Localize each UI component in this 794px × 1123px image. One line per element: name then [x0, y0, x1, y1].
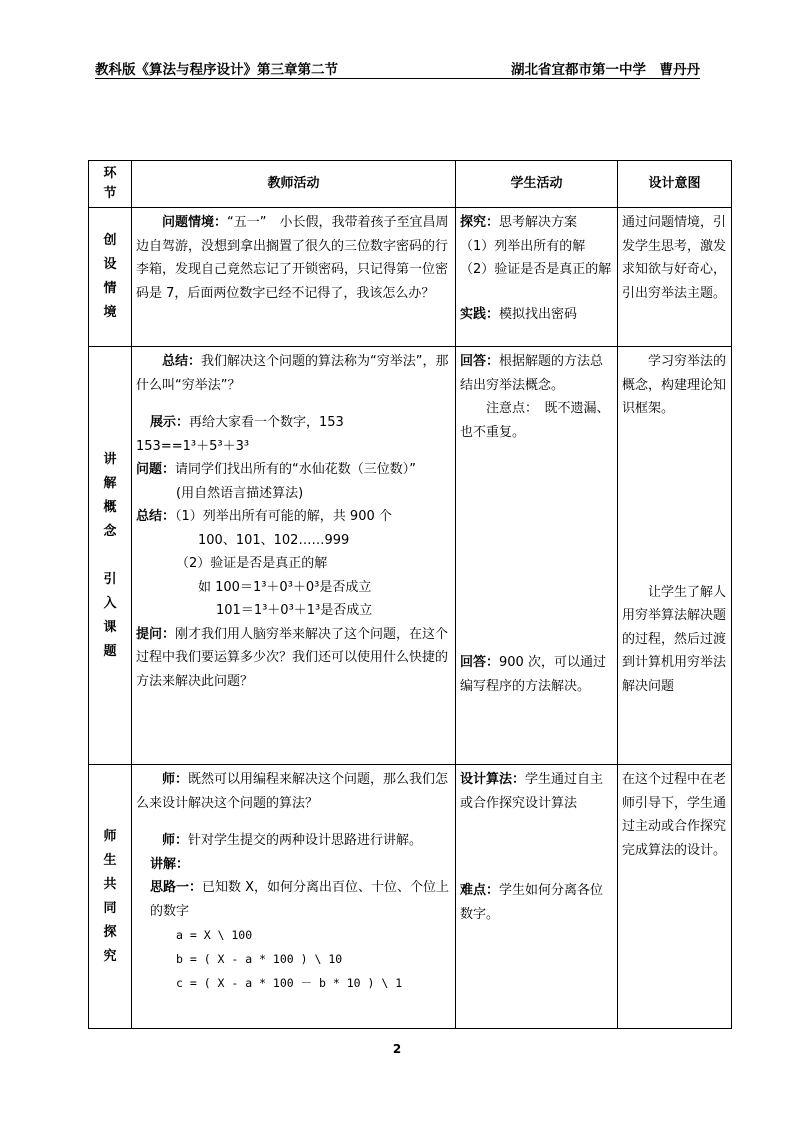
section-char: 师 [103, 828, 117, 844]
section-label [89, 765, 132, 1029]
table-row [89, 347, 732, 765]
example-101: 101＝1³＋0³＋1³是否成立 [216, 603, 373, 618]
teacher-2-text: 针对学生提交的两种设计思路进行讲解。 [188, 833, 423, 848]
show-text: 再给大家看一个数字，153 [189, 415, 344, 430]
code-line-c: c = ( X - a * 100 － b * 10 ) \ 1 [176, 976, 403, 990]
student-activity [456, 208, 618, 347]
teacher-activity [132, 347, 456, 765]
design-intent [618, 347, 732, 765]
section-char: 生 [103, 852, 117, 868]
label-answer-2: 回答： [460, 655, 500, 670]
range-text: 100、101、102……999 [198, 532, 350, 548]
section-char: 入 [103, 595, 117, 611]
answer-2-text: 900 次，可以通过编写程序的方法解决。 [460, 655, 606, 694]
section-label [89, 208, 132, 347]
design-intent: 通过问题情境，引发学生思考，激发求知欲与好奇心，引出穷举法主题。 [618, 208, 732, 347]
label-difficulty: 难点： [460, 883, 500, 898]
natural-language-note: (用自然语言描述算法) [176, 485, 304, 501]
section-char: 课 [103, 619, 117, 635]
label-teacher-1: 师： [162, 772, 189, 787]
section-char: 同 [103, 900, 117, 916]
col-header-teacher: 教师活动 [132, 161, 456, 208]
section-char: 创 [103, 233, 117, 248]
code-line-b: b = ( X - a * 100 ) \ 10 [176, 952, 343, 966]
label-summary: 总结： [162, 354, 202, 369]
label-problem: 问题情境： [162, 215, 228, 230]
intent-transition: 让学生了解人用穷举算法解决题的过程，然后过渡到计算机用穷举法解决问题 [622, 584, 727, 694]
table-row [89, 765, 732, 1029]
student-activity [456, 765, 618, 1029]
section-spacer [89, 544, 131, 568]
header-author: 湖北省宜都市第一中学 曹丹丹 [511, 62, 700, 78]
label-teacher-2: 师： [162, 833, 189, 848]
design-intent: 在这个过程中在老师引导下，学生通过主动或合作探究完成算法的设计。 [618, 765, 732, 1029]
label-design: 设计算法： [460, 772, 526, 787]
section-char: 讲 [103, 451, 117, 467]
explore-step-2: （2）验证是否是真正的解 [460, 262, 612, 277]
summary-text: 我们解决这个问题的算法称为“穷举法”，那什么叫“穷举法”？ [136, 354, 449, 393]
section-char: 念 [103, 523, 117, 539]
section-char: 共 [103, 876, 117, 892]
difficulty-text: 学生如何分离各位数字。 [460, 883, 604, 922]
teacher-activity [132, 208, 456, 347]
table-row [89, 208, 732, 347]
note-text: 注意点： 既不遗漏、也不重复。 [460, 401, 610, 440]
label-idea-1: 思路一： [150, 880, 203, 895]
page-header [95, 58, 700, 79]
section-char: 究 [103, 948, 117, 964]
header-title: 教科版《算法与程序设计》第三章第二节 [95, 62, 338, 78]
question-text: 请同学们找出所有的“水仙花数（三位数）” [175, 462, 416, 477]
step-2-text: （2）验证是否是真正的解 [176, 556, 328, 571]
label-explain: 讲解： [150, 856, 190, 872]
label-ask: 提问： [136, 626, 176, 642]
example-100: 如 100＝1³＋0³＋0³是否成立 [198, 579, 372, 595]
table-header-row [89, 161, 732, 208]
section-char: 境 [103, 305, 117, 320]
section-char: 题 [103, 643, 117, 659]
label-answer: 回答： [460, 354, 500, 369]
section-char: 设 [103, 257, 117, 272]
practice-text: 模拟找出密码 [499, 306, 578, 322]
section-char: 解 [103, 475, 117, 491]
design-text: 学生通过自主或合作探究设计算法 [460, 772, 604, 811]
section-label [89, 347, 132, 765]
col-header-intent: 设计意图 [618, 161, 732, 208]
problem-text: “五一” 小长假，我带着孩子至宜昌周边自驾游，没想到拿出搁置了很久的三位数字密码的行李箱，发现自己竟然忘记了开锁密码，只记得第一位密码是 7，后面两位数字已经不记得了，我该怎么办？ [136, 215, 449, 301]
idea-1-text: 已知数 X，如何分离出百位、十位、个位上的数字 [150, 880, 450, 919]
label-practice: 实践： [460, 306, 500, 322]
teacher-activity [132, 765, 456, 1029]
section-char: 探 [103, 924, 117, 940]
col-header-student: 学生活动 [456, 161, 618, 208]
section-char: 概 [103, 499, 117, 515]
label-summary-2: 总结： [136, 509, 176, 524]
ask-text: 刚才我们用人脑穷举来解决了这个问题，在这个过程中我们要运算多少次？我们还可以使用什么快捷的方法来解决此问题？ [136, 626, 449, 689]
explore-text: 思考解决方案 [499, 215, 578, 230]
intent-concept: 学习穷举法的概念，构建理论知识框架。 [622, 354, 727, 416]
label-question: 问题： [136, 462, 176, 477]
code-line-a: a = X \ 100 [176, 928, 253, 942]
section-char: 情 [103, 281, 117, 296]
lesson-table [88, 160, 732, 1029]
answer-text: 根据解题的方法总结出穷举法概念。 [460, 354, 604, 393]
equation-153: 153==1³＋5³＋3³ [136, 438, 250, 454]
page-number: 2 [392, 1042, 402, 1056]
student-activity [456, 347, 618, 765]
col-header-stage [89, 161, 132, 208]
explore-step-1: （1）列举出所有的解 [460, 238, 586, 254]
section-char: 引 [103, 571, 117, 587]
label-explore: 探究： [460, 215, 500, 230]
teacher-1-text: 既然可以用编程来解决这个问题，那么我们怎么来设计解决这个问题的算法？ [136, 772, 449, 811]
label-show: 展示： [150, 415, 190, 430]
col-header-stage-label: 环节 [103, 166, 117, 201]
summary-2-text: （1）列举出所有可能的解，共 900 个 [175, 509, 392, 524]
